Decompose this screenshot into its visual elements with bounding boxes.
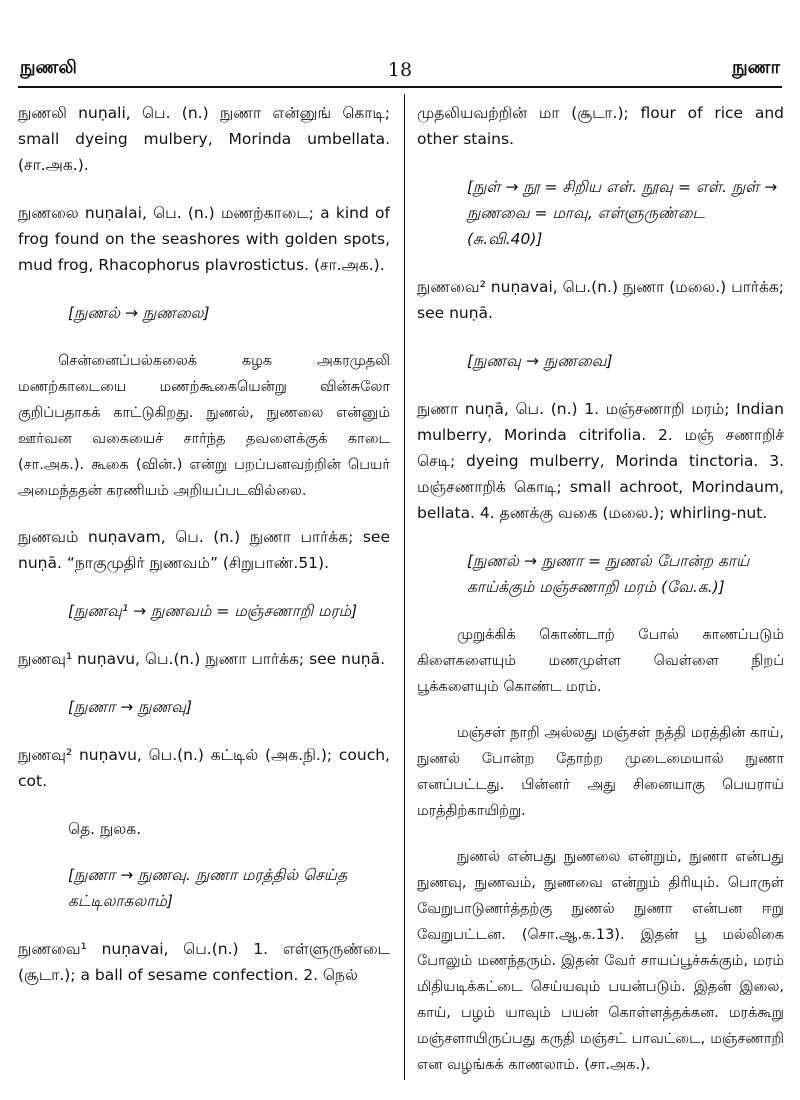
page-number: 18 bbox=[387, 59, 413, 81]
entry-nunavai-1-continued: முதலியவற்றின் மா (சூடா.); flour of rice and other stains. bbox=[417, 104, 784, 148]
entry-nunali: நுணலி nuṇali, பெ. (n.) நுணா என்னுங் கொடி; small dyeing mulbery, Morinda umbellata. (சா.அக.). bbox=[18, 104, 390, 174]
paragraph-nuna-usage: நுணல் என்பது நுணலை என்றும், நுணா என்பது நுணவு, நுணவம், நுணவை என்றும் திரியும். பொருள் வேறுபாடுணர்த்தற்கு நுணல் நுணா என்பன ஈறு வேறுபட்டன. (சொ.ஆ.க.13). இதன் பூ மல்லிகை போலும் மணந்தரும். இதன் வேர் சாயப்பூச்சுக்கும், மரம் மிதியடிக்கட்டை செய்யவும் பயன்படும். இதன் இலை, காய், பழம் யாவும் பயன் கொள்ளத்தக்கன. மரக்கூறு மஞ்சளாயிருப்பது கருதி மஞ்சட் பாவட்டை, மஞ்சணாறி என வழங்கக் காணலாம். (சா.அக.). bbox=[417, 849, 784, 1073]
column-divider bbox=[404, 94, 405, 1080]
paragraph-nuna-description: முறுக்கிக் கொண்டாற் போல் காணப்படும் கிளைகளையும் மணமுள்ள வெள்ளை நிறப் பூக்களையும் கொண்ட மரம். bbox=[417, 627, 784, 695]
etymology-nunavam: [நுணவு¹ → நுணவம் = மஞ்சணாறி மரம்] bbox=[68, 602, 358, 620]
etymology-nunavu-2: [நுணா → நுணவு. நுணா மரத்தில் செய்த கட்டிலாகலாம்] bbox=[68, 866, 348, 910]
etymology-nunalai: [நுணல் → நுணலை] bbox=[68, 304, 210, 322]
telugu-cognate: தெ. நுலக. bbox=[68, 820, 142, 838]
header-left-guide-word: நுணலி bbox=[20, 57, 77, 78]
etymology-nuna: [நுணல் → நுணா = நுணல் போன்ற காய் காய்க்கும் மஞ்சணாறி மரம் (வே.க.)] bbox=[467, 552, 750, 596]
etymology-nunavai-2: [நுணவு → நுணவை] bbox=[467, 352, 613, 370]
entry-nunavai-1: நுணவை¹ nuṇavai, பெ.(n.) 1. எள்ளுருண்டை (சூடா.); a ball of sesame confection. 2. நெல் bbox=[18, 940, 390, 984]
entry-nunavu-1: நுணவு¹ nuṇavu, பெ.(n.) நுணா பார்க்க; see nuṇā. bbox=[18, 650, 386, 668]
header-right-guide-word: நுணா bbox=[732, 57, 780, 78]
entry-nunavam: நுணவம் nuṇavam, பெ. (n.) நுணா பார்க்க; see nuṇā. “நாகுமுதிர் நுணவம்” (சிறுபாண்.51). bbox=[18, 528, 390, 572]
left-column bbox=[18, 100, 390, 1010]
page-header bbox=[18, 56, 782, 88]
entry-nunavai-2: நுணவை² nuṇavai, பெ.(n.) நுணா (மலை.) பார்க்க; see nuṇā. bbox=[417, 278, 784, 322]
etymology-nunavai-1: [நுள் → நூ = சிறிய எள். நூவு = எள். நுள் → நுணவை = மாவு, எள்ளுருண்டை (சு.வி.40)] bbox=[467, 178, 778, 248]
paragraph-nuna-origin: மஞ்சள் நாறி அல்லது மஞ்சள் நத்தி மரத்தின் காய், நுணல் போன்ற தோற்ற முடைமையால் நுணா எனப்பட்டது. பின்னர் அது சினையாகு பெயராய் மரத்திற்காயிற்று. bbox=[417, 725, 784, 819]
entry-nunavu-2: நுணவு² nuṇavu, பெ.(n.) கட்டில் (அக.நி.); couch, cot. bbox=[18, 746, 390, 790]
etymology-nunavu-1: [நுணா → நுணவு] bbox=[68, 698, 193, 716]
entry-nuna: நுணா nuṇā, பெ. (n.) 1. மஞ்சணாறி மரம்; Indian mulberry, Morinda citrifolia. 2. மஞ் சணாறிச் செடி; dyeing mulberry, Morinda tinctoria. 3. மஞ்சணாறிக் கொடி; small achroot, Morindaum, bellata. 4. தணக்கு வகை (மலை.); whirling-nut. bbox=[417, 400, 784, 522]
paragraph-nunalai-note: சென்னைப்பல்கலைக் கழக அகரமுதலி மணற்காடையை மணற்கூகையென்று வின்சுலோ குறிப்பதாகக் காட்டுகிறது. நுணல், நுணலை என்னும் ஊர்வன வகையைச் சார்ந்த தவளைக்குக் காடை (சா.அக.). கூகை (வின்.) என்று பறப்பனவற்றின் பெயர் அமைந்ததன் கரணியம் அறியப்படவில்லை. bbox=[18, 353, 390, 499]
right-column bbox=[417, 100, 784, 1098]
entry-nunalai: நுணலை nuṇalai, பெ. (n.) மணற்காடை; a kind of frog found on the seashores with golden spots, mud frog, Rhacophorus plavrostictus. (சா.அக.). bbox=[18, 204, 390, 274]
